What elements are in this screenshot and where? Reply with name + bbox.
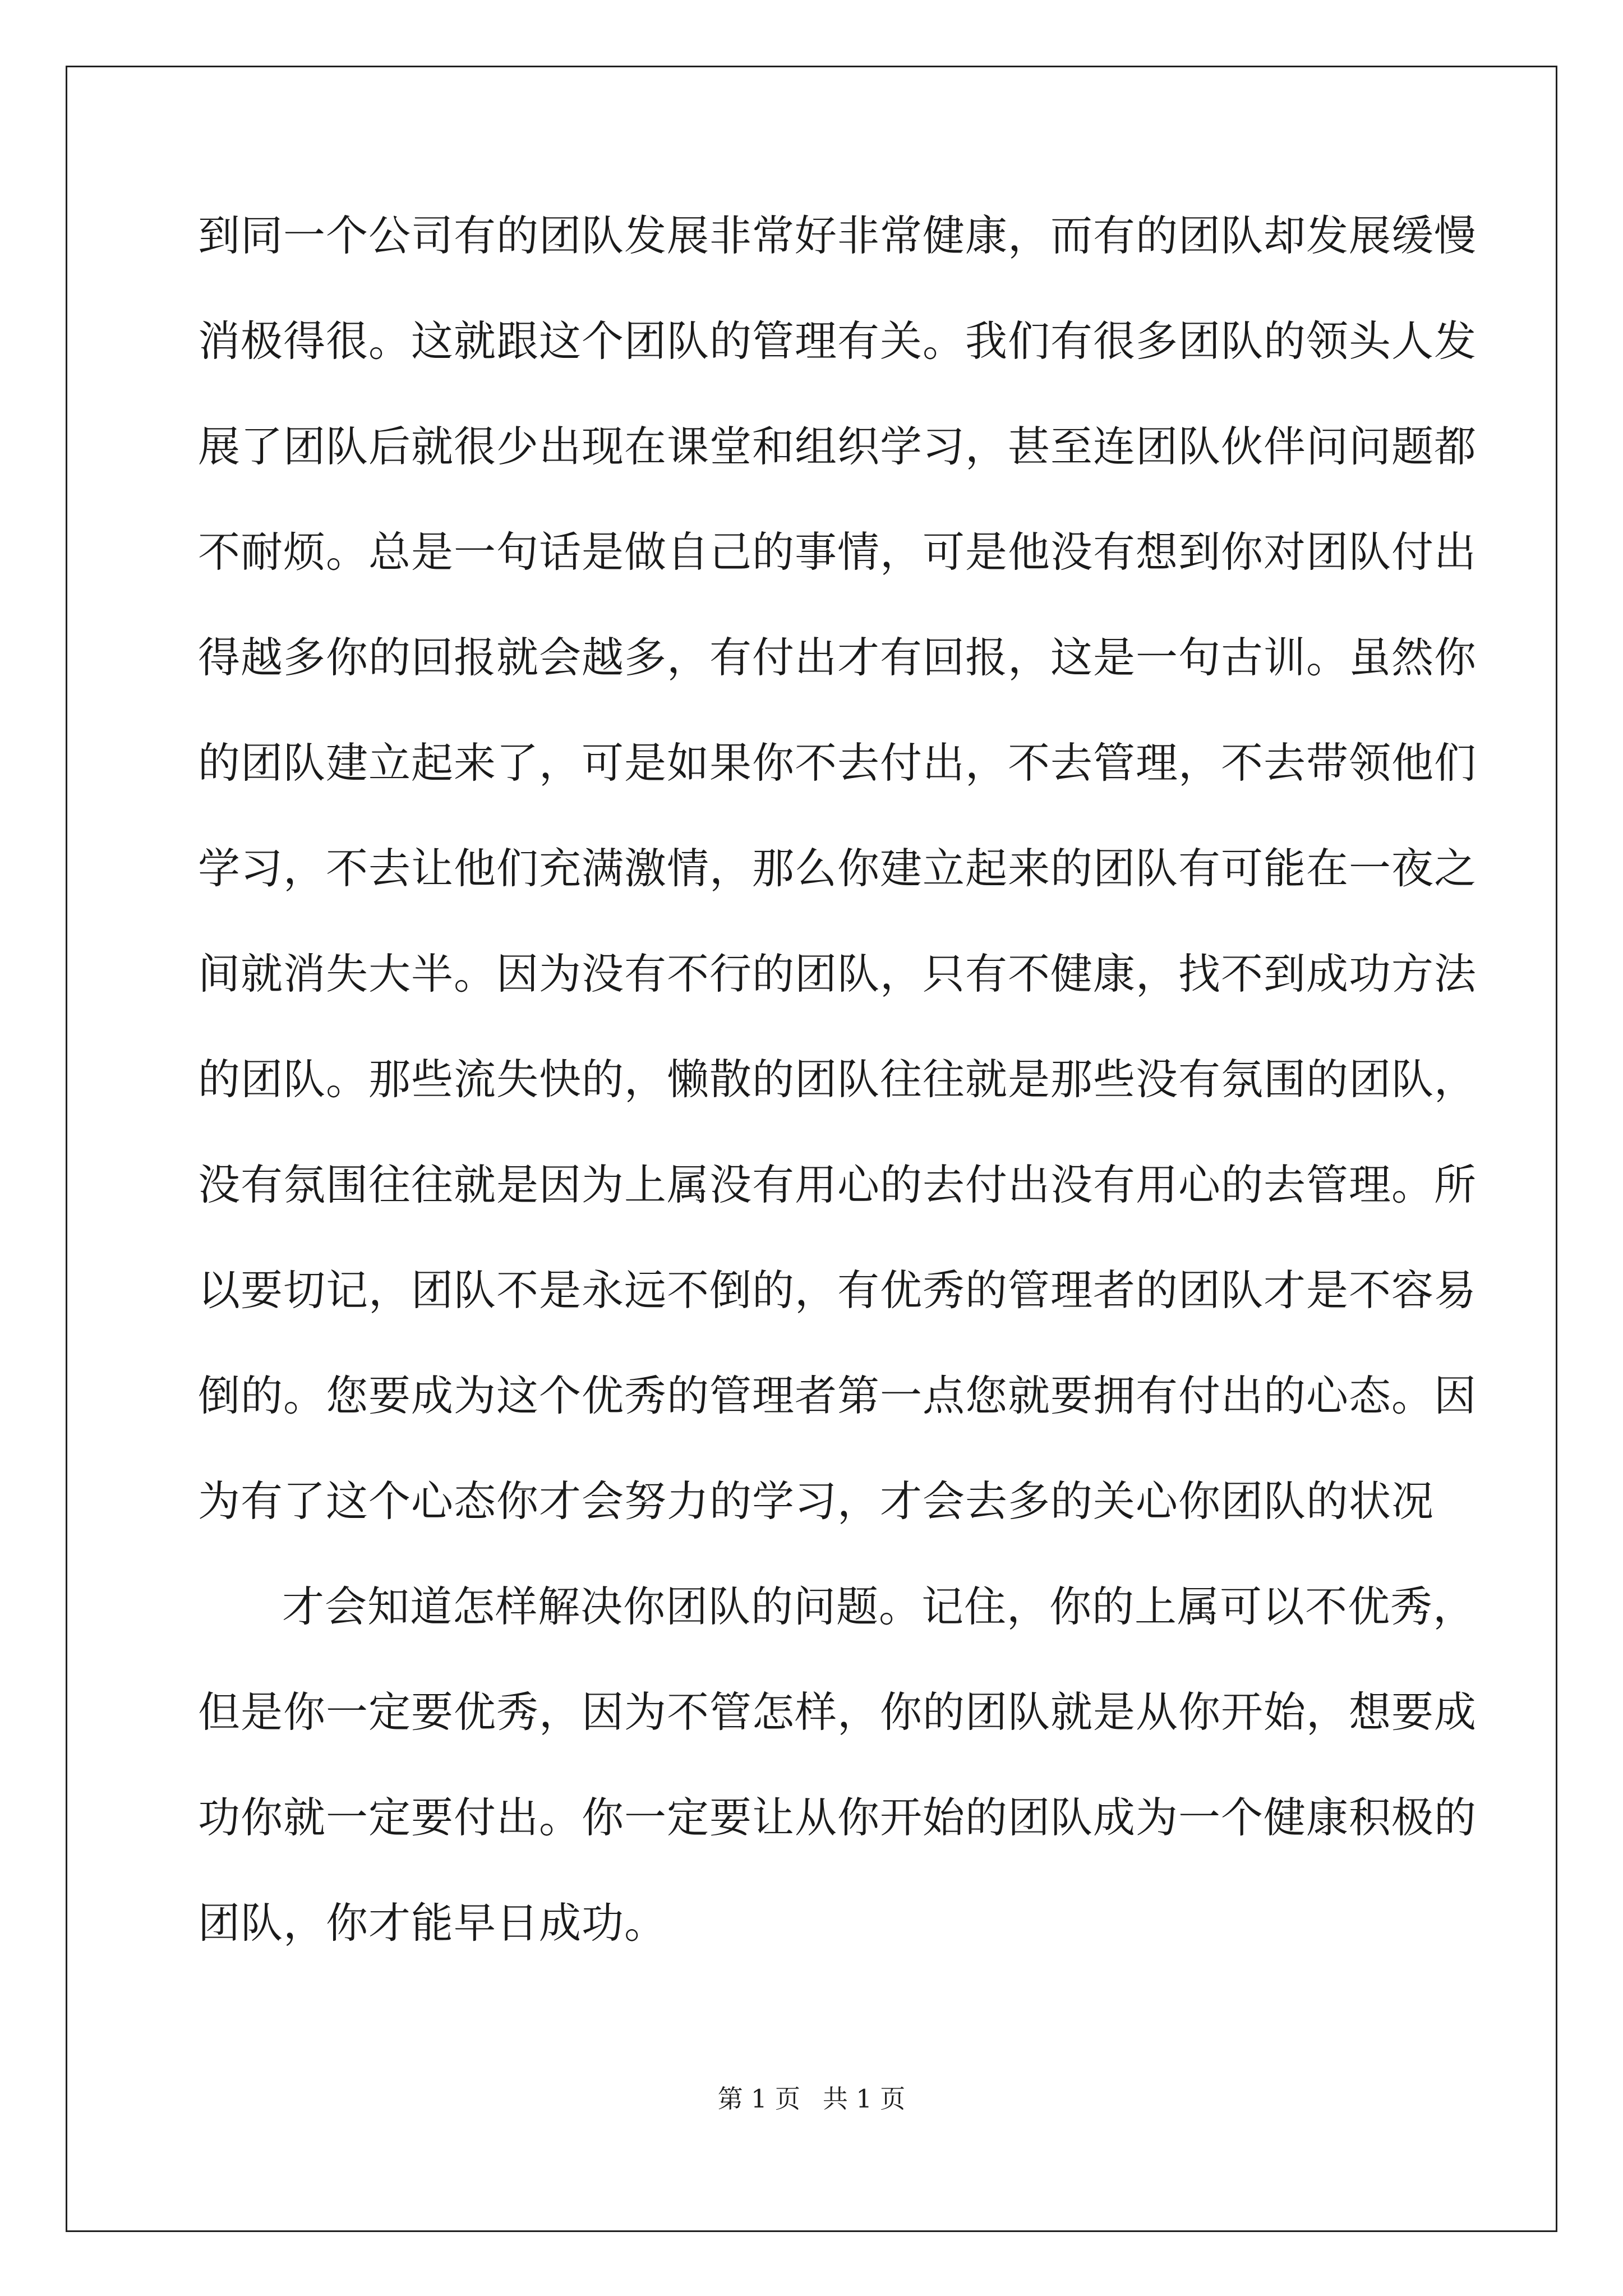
text-line: 得越多你的回报就会越多，有付出才有回报，这是一句古训。虽然你 bbox=[198, 633, 1477, 682]
document-body bbox=[198, 208, 1477, 2000]
text-line: 才会知道怎样解决你团队的问题。记住，你的上属可以不优秀， bbox=[282, 1582, 1476, 1631]
text-line: 学习，不去让他们充满激情，那么你建立起来的团队有可能在一夜之 bbox=[198, 844, 1477, 893]
text-line: 的团队。那些流失快的，懒散的团队往往就是那些没有氛围的团队， bbox=[198, 1055, 1477, 1104]
text-line: 为有了这个心态你才会努力的学习，才会去多的关心你团队的状况 bbox=[198, 1476, 1435, 1526]
text-line: 的团队建立起来了，可是如果你不去付出，不去管理，不去带领他们 bbox=[198, 738, 1477, 788]
text-line: 功你就一定要付出。你一定要让从你开始的团队成为一个健康积极的 bbox=[198, 1793, 1477, 1842]
paragraph bbox=[198, 1579, 1477, 2000]
page-footer bbox=[0, 2078, 1623, 2115]
text-line: 展了团队后就很少出现在课堂和组织学习，甚至连团队伙伴问问题都 bbox=[198, 422, 1477, 471]
text-line: 以要切记，团队不是永远不倒的，有优秀的管理者的团队才是不容易 bbox=[198, 1266, 1477, 1315]
text-line: 但是你一定要优秀，因为不管怎样，你的团队就是从你开始，想要成 bbox=[198, 1687, 1477, 1737]
page-total: 共 1 页 bbox=[823, 2084, 906, 2114]
text-line: 倒的。您要成为这个优秀的管理者第一点您就要拥有付出的心态。因 bbox=[198, 1371, 1477, 1420]
text-line: 团队，你才能早日成功。 bbox=[198, 1898, 667, 1948]
text-line: 不耐烦。总是一句话是做自己的事情，可是他没有想到你对团队付出 bbox=[198, 527, 1477, 577]
page-number: 第 1 页 bbox=[717, 2084, 800, 2114]
text-line: 没有氛围往往就是因为上属没有用心的去付出没有用心的去管理。所 bbox=[198, 1160, 1477, 1209]
text-line: 间就消失大半。因为没有不行的团队，只有不健康，找不到成功方法 bbox=[198, 949, 1477, 999]
paragraph bbox=[198, 208, 1477, 1579]
text-line: 到同一个公司有的团队发展非常好非常健康，而有的团队却发展缓慢 bbox=[198, 211, 1477, 260]
text-line: 消极得很。这就跟这个团队的管理有关。我们有很多团队的领头人发 bbox=[198, 316, 1477, 366]
